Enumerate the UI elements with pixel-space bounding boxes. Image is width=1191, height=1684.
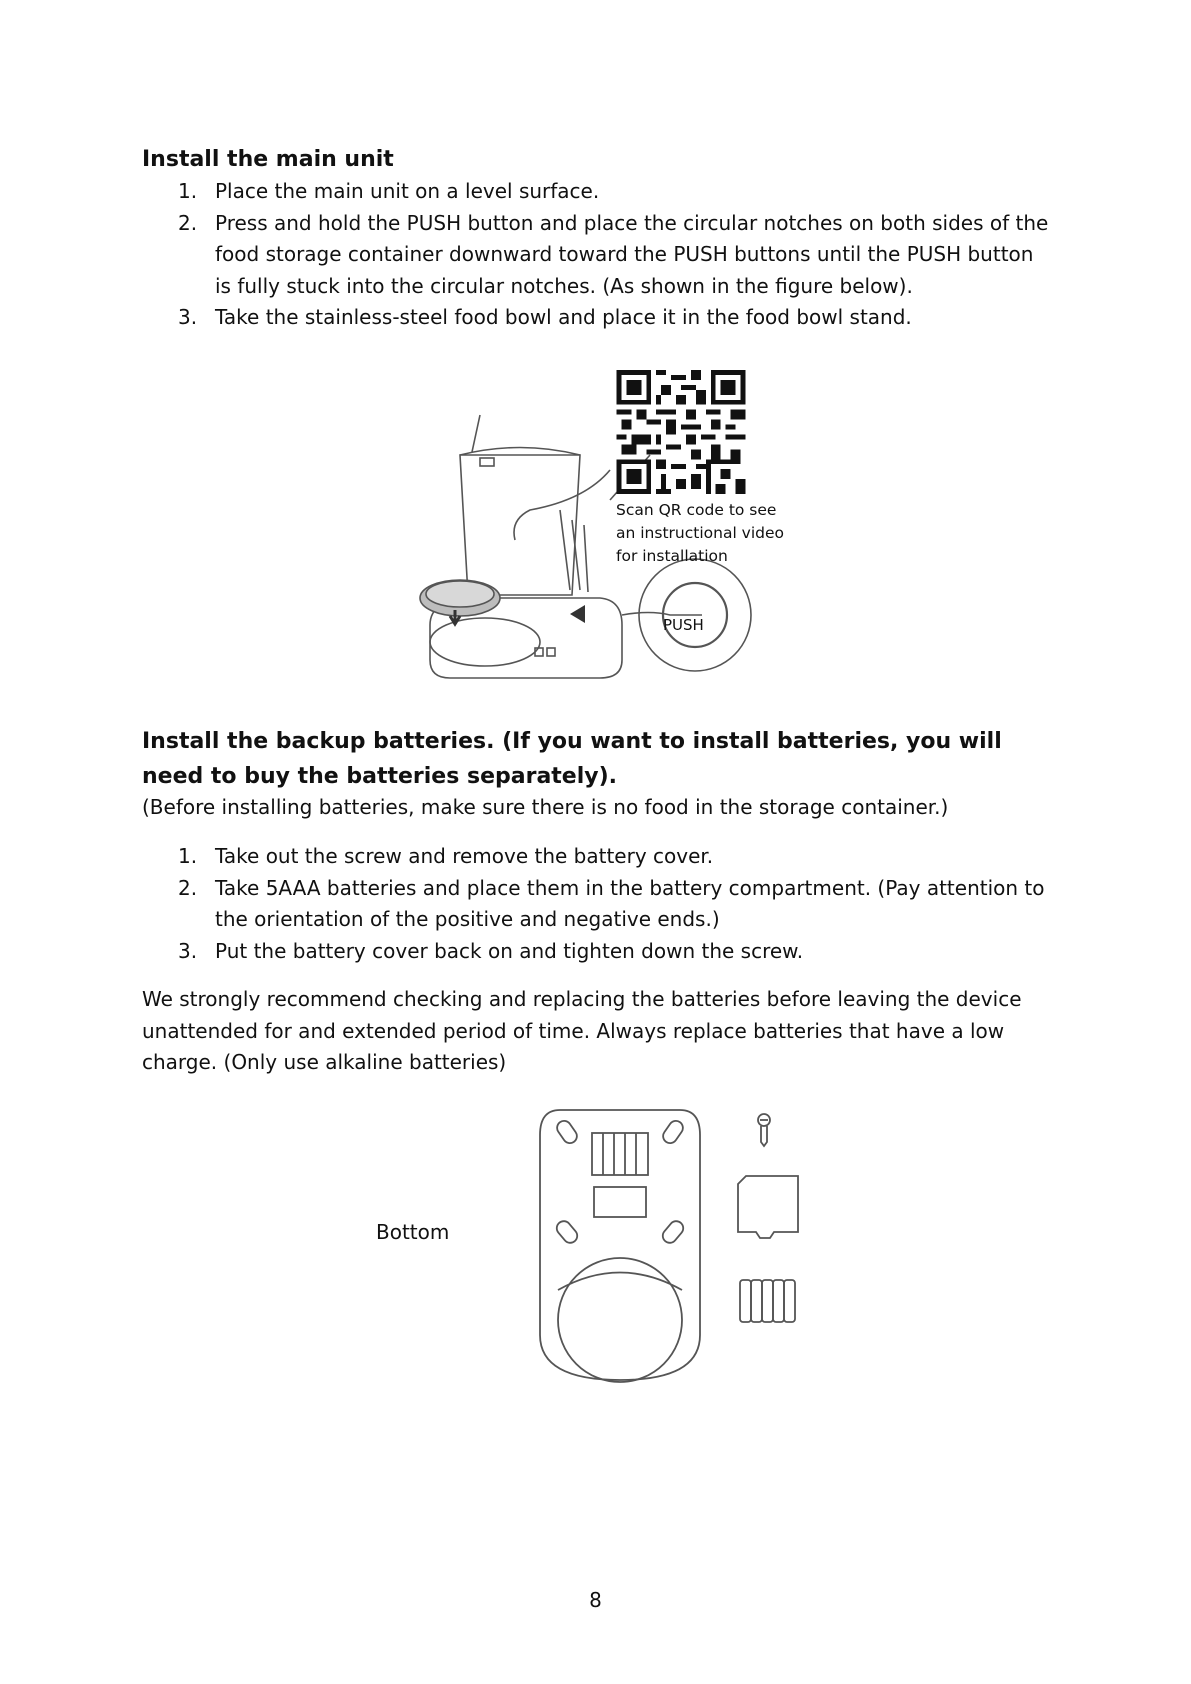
- step-text: Take out the screw and remove the battery cover.: [215, 844, 714, 868]
- step-text: Put the battery cover back on and tighten down the screw.: [215, 938, 804, 963]
- bottom-label: Bottom: [376, 1220, 450, 1244]
- list-item: [142, 208, 1052, 303]
- step-text: Press and hold the PUSH button and place the circular notches on both sides of the food storage container downward toward the PUSH buttons until the PUSH button is fully stuck into the circular notches. (As shown in the figure below).: [215, 210, 1049, 298]
- list-item: [142, 936, 1052, 968]
- battery-steps: [142, 841, 1052, 967]
- list-item: [142, 302, 1052, 334]
- step-text: Take the stainless-steel food bowl and place it in the food bowl stand.: [215, 305, 912, 329]
- list-item: [142, 176, 1052, 208]
- bottom-view-figure: [530, 1105, 710, 1385]
- push-label: PUSH: [663, 616, 704, 634]
- screw-cover-batteries-illustration: [728, 1112, 818, 1332]
- battery-recommendation: We strongly recommend checking and replacing the batteries before leaving the device unattended for and extended period of time. Always replace batteries that have a low charge. (Only use alkaline batteries): [142, 987, 1022, 1074]
- step-number: 2.: [178, 875, 198, 900]
- step-number: 3.: [178, 305, 198, 329]
- page-number: 8: [589, 1588, 602, 1612]
- step-number: 3.: [178, 938, 198, 963]
- main-unit-steps: [142, 176, 1052, 334]
- step-number: 2.: [178, 210, 198, 235]
- section-heading-install-main-unit: Install the main unit: [142, 147, 394, 172]
- unit-bottom-illustration: [530, 1105, 710, 1385]
- section-heading-backup-batteries: Install the backup batteries. (If you want to install batteries, you will need to buy the batteries separately).: [142, 729, 1002, 789]
- step-number: 1.: [178, 179, 198, 203]
- list-item: [142, 841, 1052, 873]
- battery-note: (Before installing batteries, make sure there is no food in the storage container.): [142, 795, 949, 819]
- qr-code-image: [616, 370, 746, 494]
- step-text: Take 5AAA batteries and place them in the battery compartment. (Pay attention to the orientation of the positive and negative ends.): [215, 875, 1045, 931]
- qr-code-figure: [616, 370, 746, 494]
- qr-caption: Scan QR code to see an instructional video for installation: [616, 501, 785, 565]
- screw-cover-batteries-figure: [728, 1112, 818, 1332]
- list-item: [142, 873, 1052, 936]
- step-number: 1.: [178, 844, 198, 868]
- step-text: Place the main unit on a level surface.: [215, 179, 600, 203]
